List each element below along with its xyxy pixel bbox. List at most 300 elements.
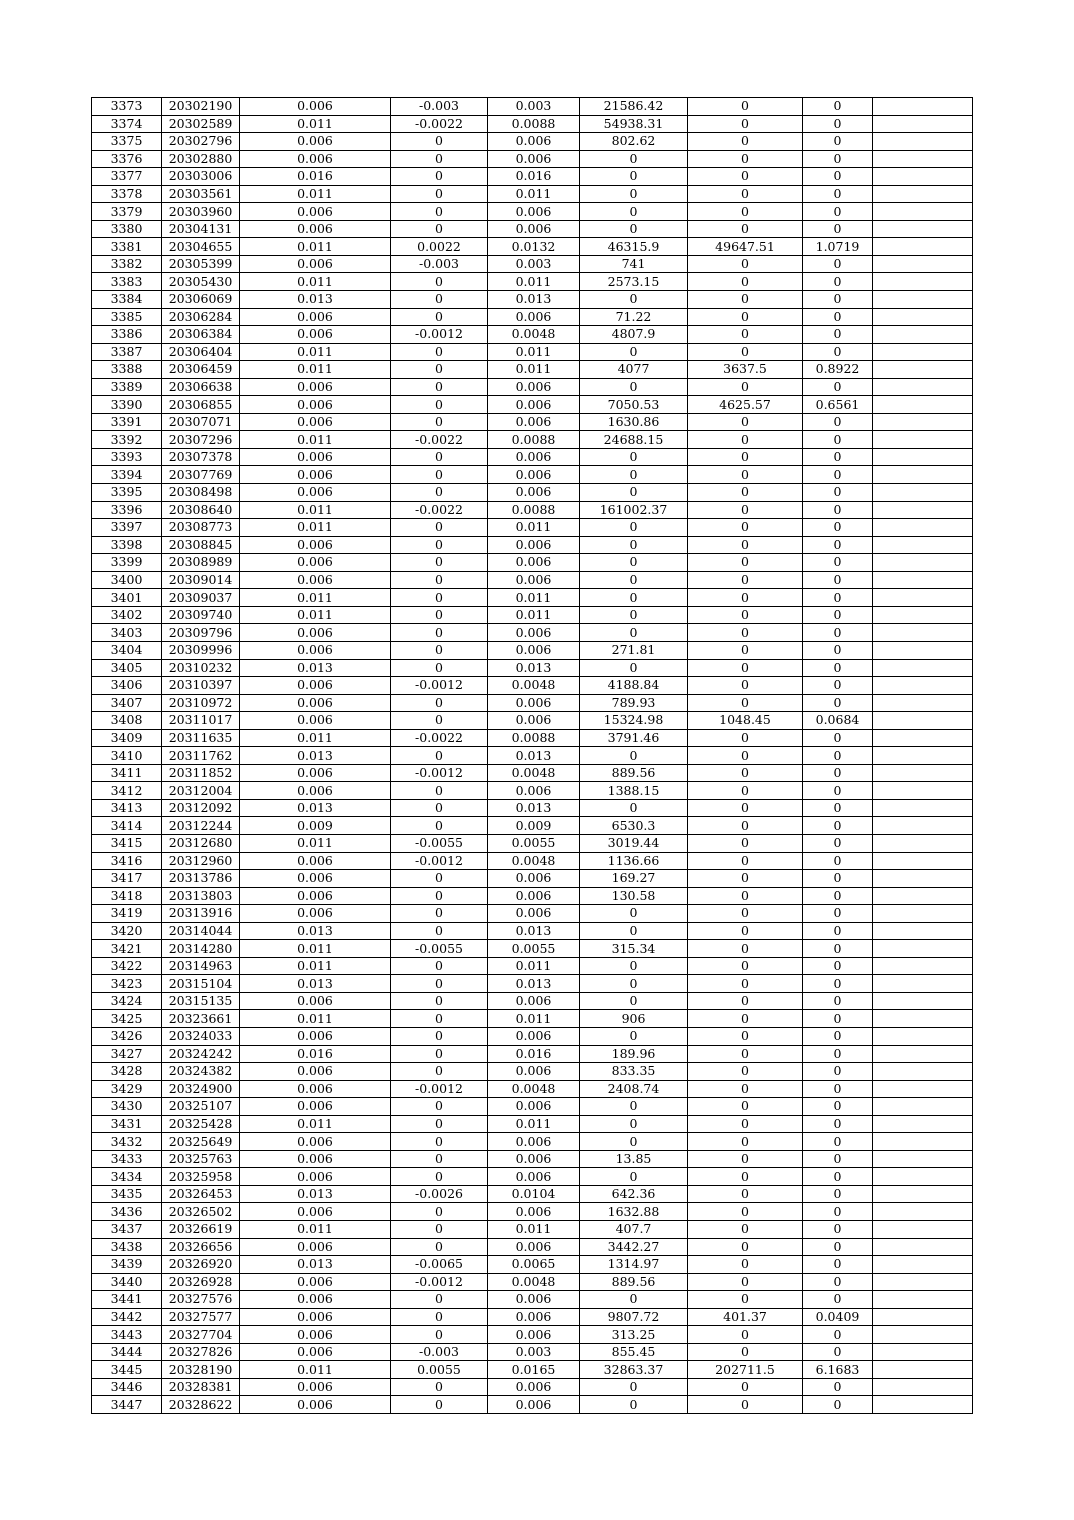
table-cell bbox=[873, 168, 973, 186]
table-cell: 20308773 bbox=[162, 519, 240, 537]
table-cell: 3422 bbox=[92, 957, 162, 975]
table-cell bbox=[873, 1063, 973, 1081]
table-cell bbox=[873, 1396, 973, 1414]
table-cell: 20307071 bbox=[162, 413, 240, 431]
table-cell: 0 bbox=[391, 291, 488, 309]
table-cell bbox=[873, 922, 973, 940]
table-cell: 0.006 bbox=[488, 203, 580, 221]
table-cell: 1.0719 bbox=[803, 238, 873, 256]
table-cell: 0 bbox=[688, 1203, 803, 1221]
table-cell: 3637.5 bbox=[688, 361, 803, 379]
table-cell: 0.0165 bbox=[488, 1361, 580, 1379]
table-cell: -0.0012 bbox=[391, 677, 488, 695]
table-cell: 3431 bbox=[92, 1115, 162, 1133]
table-cell: 3377 bbox=[92, 168, 162, 186]
table-row bbox=[92, 1238, 973, 1256]
table-cell: 0.009 bbox=[488, 817, 580, 835]
table-cell: 4077 bbox=[580, 361, 688, 379]
table-cell bbox=[873, 834, 973, 852]
table-cell: 71.22 bbox=[580, 308, 688, 326]
table-cell: 0.013 bbox=[240, 747, 391, 765]
table-row bbox=[92, 992, 973, 1010]
table-row bbox=[92, 571, 973, 589]
table-cell: 0.006 bbox=[488, 308, 580, 326]
table-cell bbox=[873, 870, 973, 888]
table-cell: 0.006 bbox=[240, 308, 391, 326]
table-cell bbox=[873, 273, 973, 291]
table-cell: 6.1683 bbox=[803, 1361, 873, 1379]
table-cell: 0 bbox=[688, 1115, 803, 1133]
table-cell: 0 bbox=[688, 220, 803, 238]
table-cell: 0 bbox=[391, 536, 488, 554]
table-cell: 0 bbox=[391, 396, 488, 414]
table-cell: 20303006 bbox=[162, 168, 240, 186]
table-cell: 642.36 bbox=[580, 1185, 688, 1203]
table-cell: 0.011 bbox=[488, 589, 580, 607]
table-cell: 20326502 bbox=[162, 1203, 240, 1221]
table-cell: 0.006 bbox=[488, 536, 580, 554]
table-row bbox=[92, 659, 973, 677]
table-cell: 3380 bbox=[92, 220, 162, 238]
table-cell bbox=[873, 484, 973, 502]
table-cell bbox=[873, 957, 973, 975]
table-cell: 0.011 bbox=[240, 1221, 391, 1239]
table-cell: 0 bbox=[688, 378, 803, 396]
table-cell: 0 bbox=[391, 519, 488, 537]
table-cell: 0 bbox=[803, 1396, 873, 1414]
table-row bbox=[92, 185, 973, 203]
table-row bbox=[92, 273, 973, 291]
table-cell: 0.013 bbox=[240, 659, 391, 677]
table-cell: 0 bbox=[688, 466, 803, 484]
table-cell: 0 bbox=[803, 1343, 873, 1361]
table-cell: 0 bbox=[580, 957, 688, 975]
table-cell bbox=[873, 185, 973, 203]
table-row bbox=[92, 133, 973, 151]
table-cell bbox=[873, 1221, 973, 1239]
table-cell: 20309740 bbox=[162, 606, 240, 624]
table-cell bbox=[873, 992, 973, 1010]
table-cell: 0 bbox=[580, 1291, 688, 1309]
table-cell: 0 bbox=[803, 940, 873, 958]
table-cell bbox=[873, 1098, 973, 1116]
table-row bbox=[92, 378, 973, 396]
table-cell: 0 bbox=[803, 624, 873, 642]
table-cell: 789.93 bbox=[580, 694, 688, 712]
table-cell: 0.016 bbox=[240, 168, 391, 186]
table-cell: 0.006 bbox=[240, 203, 391, 221]
table-cell: 0 bbox=[803, 817, 873, 835]
table-cell bbox=[873, 712, 973, 730]
table-cell bbox=[873, 1361, 973, 1379]
table-row bbox=[92, 1045, 973, 1063]
table-cell: 3402 bbox=[92, 606, 162, 624]
table-cell: 4625.57 bbox=[688, 396, 803, 414]
table-cell: 0.006 bbox=[488, 1150, 580, 1168]
table-cell: 0 bbox=[580, 291, 688, 309]
table-cell: 0.006 bbox=[240, 1291, 391, 1309]
table-cell: 889.56 bbox=[580, 1273, 688, 1291]
table-cell: 0 bbox=[803, 677, 873, 695]
table-cell: 0 bbox=[580, 624, 688, 642]
table-cell: 20326656 bbox=[162, 1238, 240, 1256]
table-cell: 20310972 bbox=[162, 694, 240, 712]
table-cell: 20328622 bbox=[162, 1396, 240, 1414]
table-cell: 0 bbox=[391, 1027, 488, 1045]
table-cell: 0 bbox=[391, 870, 488, 888]
table-row bbox=[92, 764, 973, 782]
table-cell: 0 bbox=[803, 291, 873, 309]
table-row bbox=[92, 712, 973, 730]
table-cell: 0 bbox=[688, 799, 803, 817]
table-cell bbox=[873, 291, 973, 309]
table-cell: 0.006 bbox=[240, 1203, 391, 1221]
table-cell bbox=[873, 255, 973, 273]
table-row bbox=[92, 1063, 973, 1081]
table-cell: 3393 bbox=[92, 448, 162, 466]
table-cell: 0.006 bbox=[240, 677, 391, 695]
table-cell: 3374 bbox=[92, 115, 162, 133]
table-cell: -0.003 bbox=[391, 1343, 488, 1361]
table-cell: 0 bbox=[803, 466, 873, 484]
table-cell: 3383 bbox=[92, 273, 162, 291]
table-cell: 0 bbox=[391, 133, 488, 151]
table-cell: 0 bbox=[391, 1221, 488, 1239]
table-cell: 0.016 bbox=[240, 1045, 391, 1063]
table-cell: 0 bbox=[688, 589, 803, 607]
table-cell: 0 bbox=[391, 220, 488, 238]
table-cell: 0 bbox=[803, 536, 873, 554]
table-cell: 0.011 bbox=[240, 343, 391, 361]
table-cell: 0 bbox=[391, 641, 488, 659]
table-cell: 3432 bbox=[92, 1133, 162, 1151]
table-cell bbox=[873, 852, 973, 870]
table-row bbox=[92, 1168, 973, 1186]
table-cell: 0.006 bbox=[240, 1150, 391, 1168]
table-cell: 0 bbox=[803, 501, 873, 519]
table-cell: 0.013 bbox=[240, 799, 391, 817]
table-cell bbox=[873, 133, 973, 151]
table-cell: 0 bbox=[391, 957, 488, 975]
table-cell: 0 bbox=[580, 975, 688, 993]
table-cell: 3444 bbox=[92, 1343, 162, 1361]
table-cell: 0 bbox=[688, 1238, 803, 1256]
table-cell: 20308989 bbox=[162, 554, 240, 572]
table-cell: 0.0048 bbox=[488, 677, 580, 695]
table-cell: 0.011 bbox=[488, 606, 580, 624]
table-cell: 0 bbox=[688, 1273, 803, 1291]
table-cell: 0 bbox=[688, 291, 803, 309]
table-cell: 0 bbox=[580, 203, 688, 221]
table-cell: 20325107 bbox=[162, 1098, 240, 1116]
table-cell: 20306638 bbox=[162, 378, 240, 396]
table-cell: 0 bbox=[580, 220, 688, 238]
table-cell: 20314280 bbox=[162, 940, 240, 958]
table-cell: 3410 bbox=[92, 747, 162, 765]
table-cell: 802.62 bbox=[580, 133, 688, 151]
table-row bbox=[92, 1291, 973, 1309]
table-cell: 0.006 bbox=[240, 1098, 391, 1116]
table-cell: 3442.27 bbox=[580, 1238, 688, 1256]
table-cell: 20324382 bbox=[162, 1063, 240, 1081]
table-cell: 0 bbox=[688, 747, 803, 765]
table-cell bbox=[873, 1238, 973, 1256]
table-cell: 855.45 bbox=[580, 1343, 688, 1361]
table-cell: 3404 bbox=[92, 641, 162, 659]
table-cell: 0 bbox=[803, 571, 873, 589]
table-cell: 20315104 bbox=[162, 975, 240, 993]
table-cell: 0.006 bbox=[240, 1168, 391, 1186]
table-cell: 20328381 bbox=[162, 1378, 240, 1396]
table-cell: 0 bbox=[391, 378, 488, 396]
table-cell: 0 bbox=[688, 1221, 803, 1239]
table-cell: 0.011 bbox=[240, 957, 391, 975]
table-cell: 3443 bbox=[92, 1326, 162, 1344]
table-cell: 0.006 bbox=[240, 1326, 391, 1344]
table-cell: 0.003 bbox=[488, 255, 580, 273]
table-cell: 3429 bbox=[92, 1080, 162, 1098]
table-cell: 0 bbox=[580, 747, 688, 765]
table-cell: 0 bbox=[580, 185, 688, 203]
table-cell bbox=[873, 203, 973, 221]
table-row bbox=[92, 361, 973, 379]
table-row bbox=[92, 255, 973, 273]
table-cell: 0.006 bbox=[488, 1308, 580, 1326]
table-cell: 0 bbox=[391, 887, 488, 905]
table-row bbox=[92, 1150, 973, 1168]
table-cell: 0 bbox=[688, 168, 803, 186]
table-cell: 0 bbox=[688, 1027, 803, 1045]
table-cell bbox=[873, 782, 973, 800]
table-cell: 20325763 bbox=[162, 1150, 240, 1168]
table-cell: 0 bbox=[803, 852, 873, 870]
table-cell: 0 bbox=[580, 519, 688, 537]
table-cell bbox=[873, 1343, 973, 1361]
table-cell: 0 bbox=[803, 1045, 873, 1063]
table-cell: 0 bbox=[688, 922, 803, 940]
table-cell: 0 bbox=[803, 115, 873, 133]
table-cell: 0.011 bbox=[240, 940, 391, 958]
table-cell: 0.006 bbox=[240, 554, 391, 572]
table-cell: 0.013 bbox=[240, 922, 391, 940]
table-cell: 20324900 bbox=[162, 1080, 240, 1098]
table-cell: 0 bbox=[688, 1326, 803, 1344]
table-cell: 0 bbox=[391, 168, 488, 186]
table-cell bbox=[873, 1291, 973, 1309]
table-cell: 0 bbox=[391, 448, 488, 466]
table-cell: 0 bbox=[803, 308, 873, 326]
table-cell: 0 bbox=[391, 747, 488, 765]
table-cell: 0 bbox=[803, 255, 873, 273]
table-cell: 20309037 bbox=[162, 589, 240, 607]
table-cell: 3791.46 bbox=[580, 729, 688, 747]
table-cell: 0.006 bbox=[488, 992, 580, 1010]
table-cell: 0 bbox=[803, 834, 873, 852]
table-cell: 0.0048 bbox=[488, 1080, 580, 1098]
table-cell: 0 bbox=[580, 992, 688, 1010]
table-cell: 0.013 bbox=[488, 922, 580, 940]
table-cell: 0.006 bbox=[240, 1343, 391, 1361]
table-cell: 0 bbox=[580, 1168, 688, 1186]
table-cell: 0 bbox=[688, 887, 803, 905]
table-row bbox=[92, 641, 973, 659]
table-cell: -0.003 bbox=[391, 255, 488, 273]
table-cell: -0.0055 bbox=[391, 834, 488, 852]
table-cell: 0 bbox=[803, 1063, 873, 1081]
table-cell bbox=[873, 98, 973, 116]
table-cell: 20325958 bbox=[162, 1168, 240, 1186]
table-cell: 0 bbox=[580, 343, 688, 361]
table-cell: 3442 bbox=[92, 1308, 162, 1326]
table-cell: -0.0022 bbox=[391, 729, 488, 747]
table-cell: 3425 bbox=[92, 1010, 162, 1028]
table-cell: 0 bbox=[391, 1326, 488, 1344]
table-cell: 0 bbox=[688, 203, 803, 221]
table-cell: -0.0022 bbox=[391, 501, 488, 519]
table-cell: 0.006 bbox=[240, 413, 391, 431]
table-row bbox=[92, 1378, 973, 1396]
table-cell: 0.006 bbox=[488, 554, 580, 572]
table-cell: 0 bbox=[688, 536, 803, 554]
table-cell: -0.0065 bbox=[391, 1256, 488, 1274]
table-cell: 0 bbox=[688, 571, 803, 589]
table-cell: 0 bbox=[688, 1185, 803, 1203]
table-cell: 20324033 bbox=[162, 1027, 240, 1045]
table-cell: 0 bbox=[803, 922, 873, 940]
table-cell bbox=[873, 940, 973, 958]
table-row bbox=[92, 957, 973, 975]
table-cell: 0.011 bbox=[240, 361, 391, 379]
table-cell bbox=[873, 624, 973, 642]
table-row bbox=[92, 589, 973, 607]
table-row bbox=[92, 1396, 973, 1414]
table-cell: 3376 bbox=[92, 150, 162, 168]
table-cell: -0.003 bbox=[391, 98, 488, 116]
table-cell: 0.006 bbox=[240, 1238, 391, 1256]
table-cell: 0 bbox=[580, 554, 688, 572]
table-cell: 20305399 bbox=[162, 255, 240, 273]
table-cell: 0.006 bbox=[240, 571, 391, 589]
table-cell: 0 bbox=[803, 1115, 873, 1133]
table-cell: 0.006 bbox=[488, 378, 580, 396]
table-cell: 0 bbox=[391, 1238, 488, 1256]
table-cell bbox=[873, 1080, 973, 1098]
table-cell: 0.006 bbox=[488, 413, 580, 431]
table-cell: 0 bbox=[580, 659, 688, 677]
table-cell bbox=[873, 1308, 973, 1326]
table-cell: 0.006 bbox=[240, 220, 391, 238]
table-cell: 0.011 bbox=[240, 834, 391, 852]
table-cell: 0.006 bbox=[240, 448, 391, 466]
table-cell: 20304655 bbox=[162, 238, 240, 256]
table-cell: 3378 bbox=[92, 185, 162, 203]
table-cell bbox=[873, 1115, 973, 1133]
table-cell: 3399 bbox=[92, 554, 162, 572]
table-cell: 3434 bbox=[92, 1168, 162, 1186]
table-cell: 2573.15 bbox=[580, 273, 688, 291]
table-cell: 20309996 bbox=[162, 641, 240, 659]
table-cell: 0 bbox=[391, 782, 488, 800]
table-cell: 0 bbox=[803, 1273, 873, 1291]
table-cell: 0.013 bbox=[488, 975, 580, 993]
table-cell: -0.0055 bbox=[391, 940, 488, 958]
table-cell: 0 bbox=[391, 922, 488, 940]
data-table bbox=[91, 97, 973, 1414]
table-cell: 3440 bbox=[92, 1273, 162, 1291]
table-cell: 20327826 bbox=[162, 1343, 240, 1361]
table-cell: 3446 bbox=[92, 1378, 162, 1396]
table-cell: 0.011 bbox=[240, 238, 391, 256]
table-cell: 46315.9 bbox=[580, 238, 688, 256]
table-cell: 0 bbox=[580, 1133, 688, 1151]
table-cell: 0.006 bbox=[488, 624, 580, 642]
table-cell bbox=[873, 238, 973, 256]
table-row bbox=[92, 677, 973, 695]
table-cell: 13.85 bbox=[580, 1150, 688, 1168]
table-cell: 3419 bbox=[92, 905, 162, 923]
table-cell: 3447 bbox=[92, 1396, 162, 1414]
table-cell: 0 bbox=[391, 308, 488, 326]
table-cell: 0.006 bbox=[488, 1378, 580, 1396]
table-cell bbox=[873, 1378, 973, 1396]
table-cell: 0 bbox=[391, 1168, 488, 1186]
table-cell: 0.011 bbox=[488, 343, 580, 361]
table-cell: 0 bbox=[391, 1378, 488, 1396]
table-cell: 0.006 bbox=[488, 1027, 580, 1045]
table-cell: 0.006 bbox=[240, 396, 391, 414]
table-row bbox=[92, 536, 973, 554]
table-row bbox=[92, 1361, 973, 1379]
table-cell: 3387 bbox=[92, 343, 162, 361]
table-cell: 0.013 bbox=[488, 747, 580, 765]
table-cell: 0.0022 bbox=[391, 238, 488, 256]
table-row bbox=[92, 431, 973, 449]
table-row bbox=[92, 905, 973, 923]
table-row bbox=[92, 1326, 973, 1344]
table-cell: 0 bbox=[803, 1291, 873, 1309]
table-cell: 1136.66 bbox=[580, 852, 688, 870]
table-cell: 0 bbox=[580, 1378, 688, 1396]
table-cell: 20313803 bbox=[162, 887, 240, 905]
table-cell: 20302796 bbox=[162, 133, 240, 151]
table-cell: 3437 bbox=[92, 1221, 162, 1239]
table-cell: 3414 bbox=[92, 817, 162, 835]
table-row bbox=[92, 1185, 973, 1203]
table-cell: 3382 bbox=[92, 255, 162, 273]
table-cell: 0 bbox=[580, 484, 688, 502]
table-cell: 0 bbox=[688, 1168, 803, 1186]
table-cell: 6530.3 bbox=[580, 817, 688, 835]
table-cell: -0.0012 bbox=[391, 764, 488, 782]
table-cell: 0 bbox=[803, 905, 873, 923]
table-cell: 0 bbox=[688, 1396, 803, 1414]
table-cell: 0.006 bbox=[240, 1133, 391, 1151]
table-cell: 0.011 bbox=[488, 1221, 580, 1239]
table-row bbox=[92, 1027, 973, 1045]
table-row bbox=[92, 484, 973, 502]
table-cell: 3411 bbox=[92, 764, 162, 782]
table-cell: 3421 bbox=[92, 940, 162, 958]
table-cell: 0 bbox=[803, 887, 873, 905]
table-cell: 0 bbox=[391, 624, 488, 642]
table-cell: 20312092 bbox=[162, 799, 240, 817]
table-cell: 0 bbox=[580, 905, 688, 923]
table-cell: 0.006 bbox=[488, 641, 580, 659]
table-cell: 0.0088 bbox=[488, 115, 580, 133]
table-cell: 0 bbox=[803, 413, 873, 431]
table-cell: 0 bbox=[803, 606, 873, 624]
table-cell: 0 bbox=[688, 98, 803, 116]
